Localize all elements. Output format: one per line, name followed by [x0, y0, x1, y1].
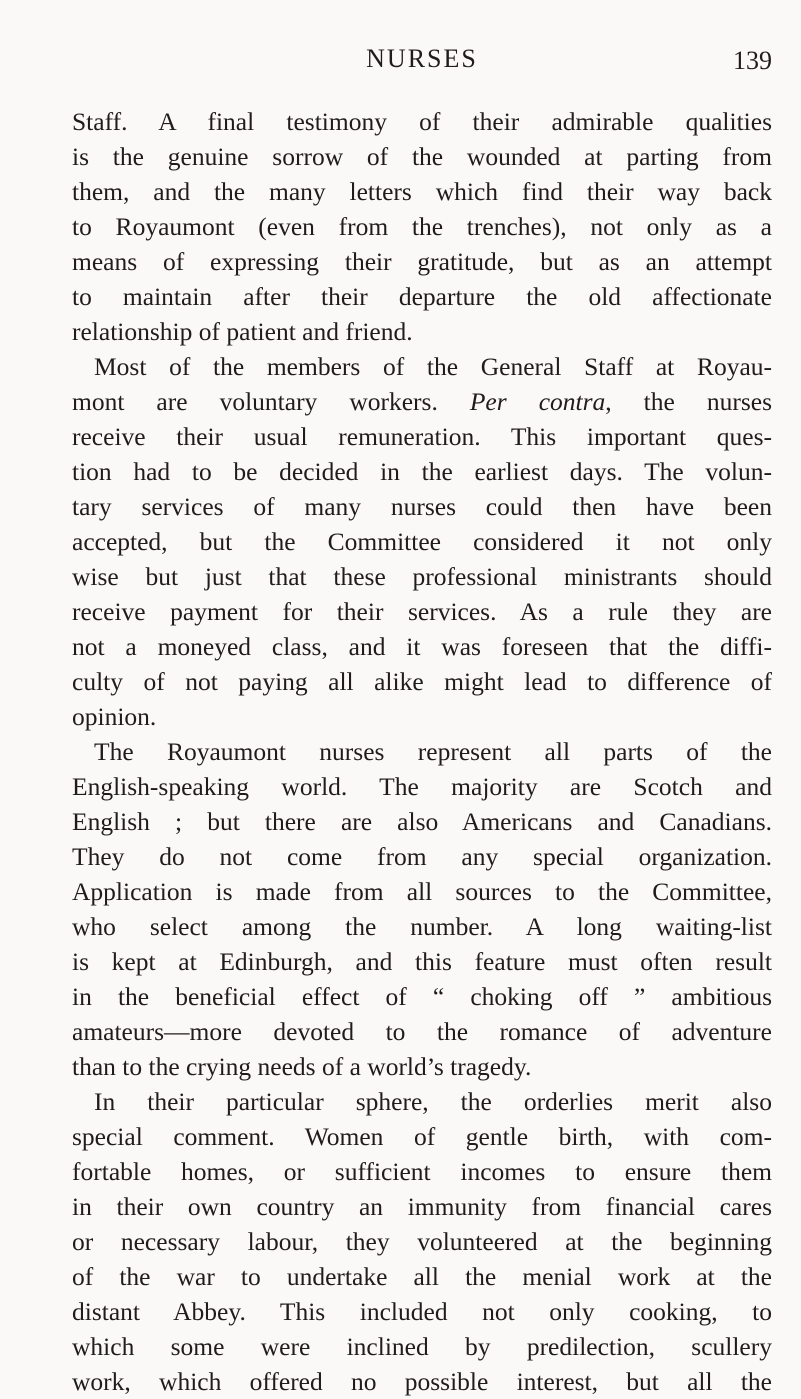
running-title: NURSES [366, 44, 478, 73]
text-line: opinion. [72, 702, 157, 731]
text-line: distant Abbey. This included not only cooking, to [72, 1297, 772, 1326]
text-line: English-speaking world. The majority are Scotch and [72, 772, 772, 801]
text-line: accepted, but the Committee considered it not only [72, 527, 772, 556]
text-line: tary services of many nurses could then have been [72, 492, 772, 521]
text-line: mont are voluntary workers. Per contra, the nurses [72, 387, 772, 416]
text-line: is kept at Edinburgh, and this feature must often result [72, 947, 772, 976]
text-line: culty of not paying all alike might lead to difference of [72, 667, 772, 696]
text-line: receive payment for their services. As a rule they are [72, 597, 772, 626]
text-line: fortable homes, or sufficient incomes to ensure them [72, 1157, 772, 1186]
page-number: 139 [733, 46, 772, 75]
text-line: in their own country an immunity from financial cares [72, 1192, 772, 1221]
text-line: to Royaumont (even from the trenches), not only as a [72, 212, 772, 241]
text-line: than to the crying needs of a world’s tragedy. [72, 1052, 532, 1081]
text-line: amateurs—more devoted to the romance of adventure [72, 1017, 772, 1046]
book-page [72, 44, 772, 1399]
text-line: tion had to be decided in the earliest days. The volun- [72, 457, 772, 486]
italic-phrase: Per contra [469, 387, 606, 416]
text-line: which some were inclined by predilection, scullery [72, 1332, 772, 1361]
text-line: work, which offered no possible interest, but all the [72, 1367, 772, 1396]
text-line: English ; but there are also Americans and Canadians. [72, 807, 772, 836]
body-text [72, 104, 772, 1399]
text-line: receive their usual remuneration. This important ques- [72, 422, 772, 451]
text-line: wise but just that these professional ministrants should [72, 562, 772, 591]
text-line: or necessary labour, they volunteered at the beginning [72, 1227, 772, 1256]
text-line: means of expressing their gratitude, but as an attempt [72, 247, 772, 276]
text-line: in the beneficial effect of “ choking off ” ambitious [72, 982, 772, 1011]
text-line: special comment. Women of gentle birth, with com- [72, 1122, 772, 1151]
text-line: They do not come from any special organization. [72, 842, 772, 871]
text-line: Application is made from all sources to the Committee, [72, 877, 772, 906]
text-line: In their particular sphere, the orderlies merit also [94, 1087, 772, 1116]
text-line: of the war to undertake all the menial work at the [72, 1262, 772, 1291]
text-line: them, and the many letters which find their way back [72, 177, 772, 206]
text-line: not a moneyed class, and it was foreseen that the diffi- [72, 632, 772, 661]
text-line: The Royaumont nurses represent all parts of the [94, 737, 772, 766]
text-line: Most of the members of the General Staff at Royau- [94, 352, 772, 381]
text-line: to maintain after their departure the old affectionate [72, 282, 772, 311]
text-line: who select among the number. A long waiting-list [72, 912, 772, 941]
text-line: Staff. A final testimony of their admirable qualities [72, 107, 772, 136]
text-line: relationship of patient and friend. [72, 317, 413, 346]
running-head [72, 44, 772, 80]
text-line: is the genuine sorrow of the wounded at parting from [72, 142, 772, 171]
